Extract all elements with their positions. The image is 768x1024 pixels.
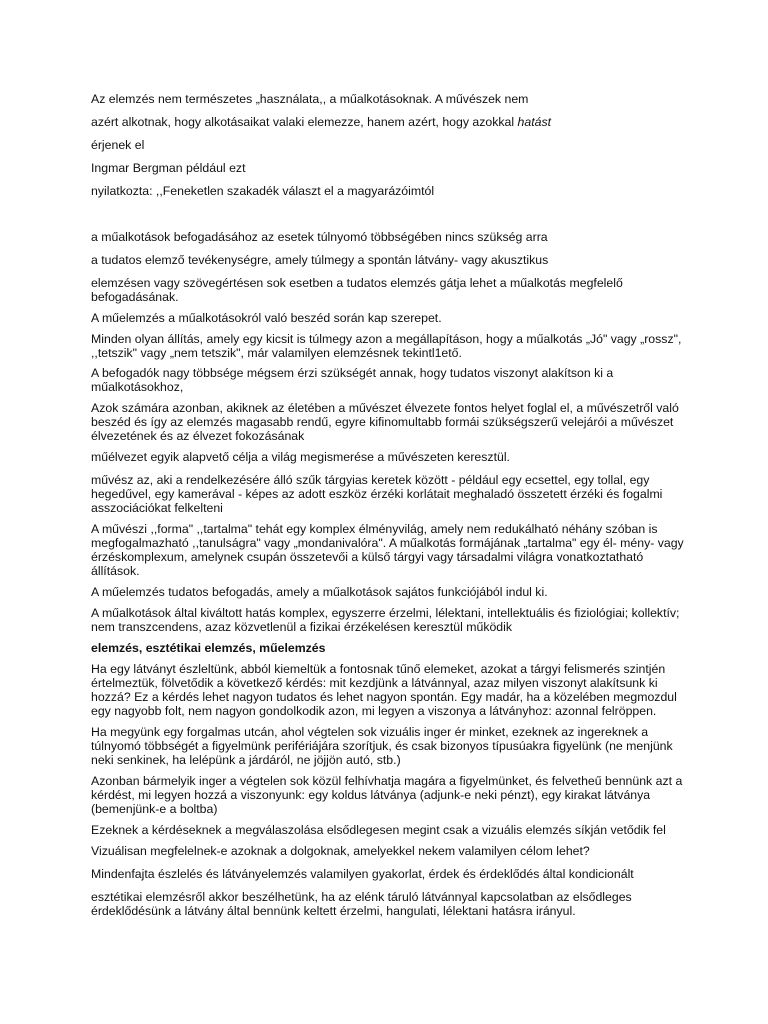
intro-line-2	[91, 115, 691, 129]
paragraph: a műalkotások befogadásához az esetek túlnyomó többségében nincs szükség arra	[91, 230, 548, 244]
paragraph: elemzésen vagy szövegértésen sok esetben a tudatos elemzés gátja lehet a műalkotás megfelelő befogadásának.	[91, 276, 623, 304]
paragraph: A műelemzés tudatos befogadás, amely a műalkotások sajátos funkciójából indul ki.	[91, 585, 548, 599]
paragraph: Minden olyan állítás, amely egy kicsit is túlmegy azon a megállapításon, hogy a műalkotás „Jó" vagy „rossz", ,,tetszik" vagy „nem tetszik", már valamilyen elemzésnek tekintl1ető.	[91, 332, 682, 360]
paragraph: művész az, aki a rendelkezésére álló szűk tárgyias keretek között - például egy ecsettel, egy tollal, egy hegedűvel, egy kamerával - képes az adott eszköz érzéki korlátait meghaladó összetett érzéki és fogalmi asszociációkat felkelteni	[91, 473, 663, 515]
document-page	[91, 92, 691, 918]
paragraph: Azonban bármelyik inger a végtelen sok közül felhívhatja magára a figyelmünket, és felvetheű bennünk azt a kérdést, mi legyen hozzá a viszonyunk: egy koldus látványa (adjunk-e neki pénzt), egy kirakat látványa (bemenjünk-e a boltba)	[91, 774, 683, 816]
paragraph: A befogadók nagy többsége mégsem érzi szükségét annak, hogy tudatos viszonyt alakítson ki a műalkotásokhoz,	[91, 366, 614, 394]
paragraph: Azok számára azonban, akiknek az életében a művészet élvezete fontos helyet foglal el, a művészetről való beszéd és így az elemzés magasabb rendű, egyre kifinomultabb formái szükségszerű velejárói a művészet élvezetének és az élvezet fokozásának	[91, 401, 679, 443]
paragraph: Vizuálisan megfelelnek-e azoknak a dolgoknak, amelyekkel nekem valamilyen célom lehet?	[91, 844, 590, 858]
intro-line-5: nyilatkozta: ,,Feneketlen szakadék választ el a magyarázóimtól	[91, 184, 435, 198]
intro-line-2-text: azért alkotnak, hogy alkotásaikat valaki elemezze, hanem azért, hogy azokkal	[91, 115, 515, 129]
intro-line-3: érjenek el	[91, 138, 145, 152]
paragraph: Ezeknek a kérdéseknek a megválaszolása elsődlegesen megint csak a vizuális elemzés síkján vetődik fel	[91, 823, 666, 837]
paragraph: A műelemzés a műalkotásokról való beszéd során kap szerepet.	[91, 311, 442, 325]
paragraph: A művészi ,,forma" ,,tartalma" tehát egy komplex élményvilág, amely nem redukálható néhány szóban is megfogalmazható ,,tanulságra" vagy „mondanivalóra". A műalkotás formájának „tartalma" egy él- mény- vagy érzéskomplexum, amelynek csupán összetevői a külső tárgyi vagy társadalmi világra vonatkoztatható állítások.	[91, 522, 684, 578]
paragraph: Ha egy látványt észleltünk, abból kiemeltük a fontosnak tűnő elemeket, azokat a tárgyi felismerés szintjén értelmeztük, fölvetődik a következő kérdés: mit kezdjünk a látvánnyal, azaz milyen viszonyt alakítsunk ki hozzá? Ez a kérdés lehet nagyon tudatos és lehet nagyon spontán. Egy madár, ha a közelében megmozdul egy nagyobb folt, nem nagyon gondolkodik azon, mi legyen a viszonya a látványhoz: azonnal felröppen.	[91, 662, 677, 718]
intro-line-2-emphasis: hatást	[517, 115, 552, 129]
paragraph: műélvezet egyik alapvető célja a világ megismerése a művészeten keresztül.	[91, 450, 510, 464]
blank-gap	[91, 198, 691, 221]
paragraph: A műalkotások által kiváltott hatás komplex, egyszerre érzelmi, lélektani, intellektuális és fiziológiai; kollektív; nem transzcendens, azaz közvetlenül a fizikai érzékelésen keresztül működik	[91, 606, 680, 634]
intro-line-1: Az elemzés nem természetes „használata,, a műalkotásoknak. A művészek nem	[91, 92, 529, 106]
paragraph: Mindenfajta észlelés és látványelemzés valamilyen gyakorlat, érdek és érdeklődés által kondicionált	[91, 867, 634, 881]
paragraph: a tudatos elemző tevékenységre, amely túlmegy a spontán látvány- vagy akusztikus	[91, 253, 549, 267]
paragraph: Ha megyünk egy forgalmas utcán, ahol végtelen sok vizuális inger ér minket, ezeknek az ingereknek a túlnyomó többségét a figyelmünk perifériájára szorítjuk, és csak bizonyos típusúakra figyelünk (ne menjünk neki senkinek, ha lelépünk a járdáról, ne jöjjön autó, stb.)	[91, 725, 673, 767]
section-heading: elemzés, esztétikai elemzés, műelemzés	[91, 641, 326, 655]
intro-line-4: Ingmar Bergman például ezt	[91, 161, 246, 175]
paragraph: esztétikai elemzésről akkor beszélhetünk, ha az elénk táruló látvánnyal kapcsolatban az elsődleges érdeklődésünk a látvány által bennünk keltett érzelmi, hangulati, lélektani hatásra irányul.	[91, 890, 632, 918]
